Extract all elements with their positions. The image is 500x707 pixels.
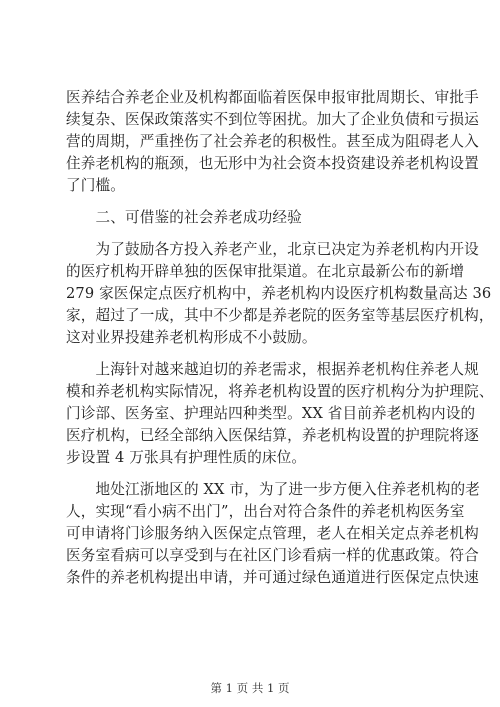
- text-line: 人，实现“看小病不出门”，出台对符合条件的养老机构医务室: [66, 503, 465, 520]
- text-line: 条件的养老机构提出申请，并可通过绿色通道进行医保定点快速: [66, 569, 479, 586]
- text-line: 为了鼓励各方投入养老产业，北京已决定为养老机构内开设: [66, 241, 479, 258]
- text-line: 营的周期，严重挫伤了社会养老的积极性。甚至成为阻碍老人入: [66, 133, 479, 150]
- text-line: 续复杂、医保政策落实不到位等困扰。加大了企业负债和亏损运: [66, 111, 479, 128]
- text-line: 这对业界投建养老机构形成不小鼓励。: [66, 329, 317, 346]
- text-line: 地处江浙地区的 XX 市，为了进一步方便入住养老机构的老: [66, 481, 480, 498]
- page-footer: 第 1 页 共 1 页: [210, 681, 290, 695]
- document-body: [66, 87, 494, 599]
- text-line: 医务室看病可以享受到与在社区门诊看病一样的优惠政策。符合: [66, 547, 479, 564]
- text-line: 的医疗机构开辟单独的医保审批渠道。在北京最新公布的新增: [66, 263, 465, 280]
- text-line: 了门槛。: [66, 177, 125, 194]
- paragraph-2: [66, 239, 494, 349]
- section-heading: 二、可借鉴的社会养老成功经验: [66, 209, 302, 226]
- text-line: 模和养老机构实际情况，将养老机构设置的医疗机构分为护理院、: [66, 383, 494, 400]
- text-line: 上海针对越来越迫切的养老需求，根据养老机构住养老人规: [66, 361, 479, 378]
- text-line: 步设置 4 万张具有护理性质的床位。: [66, 449, 307, 466]
- text-line: 住养老机构的瓶颈，也无形中为社会资本投资建设养老机构设置: [66, 155, 479, 172]
- text-line: 门诊部、医务室、护理站四种类型。XX 省目前养老机构内设的: [66, 405, 476, 422]
- paragraph-4: [66, 479, 480, 589]
- text-line: 可申请将门诊服务纳入医保定点管理，老人在相关定点养老机构: [66, 525, 479, 542]
- paragraph-1: [66, 87, 479, 197]
- text-line: 医养结合养老企业及机构都面临着医保申报审批周期长、审批手: [66, 89, 479, 106]
- text-line: 279 家医保定点医疗机构中，养老机构内设医疗机构数量高达 36: [66, 285, 492, 302]
- paragraph-3: [66, 359, 494, 469]
- text-line: 家，超过了一成，其中不少都是养老院的医务室等基层医疗机构，: [66, 307, 494, 324]
- text-line: 医疗机构，已经全部纳入医保结算，养老机构设置的护理院将逐: [66, 427, 479, 444]
